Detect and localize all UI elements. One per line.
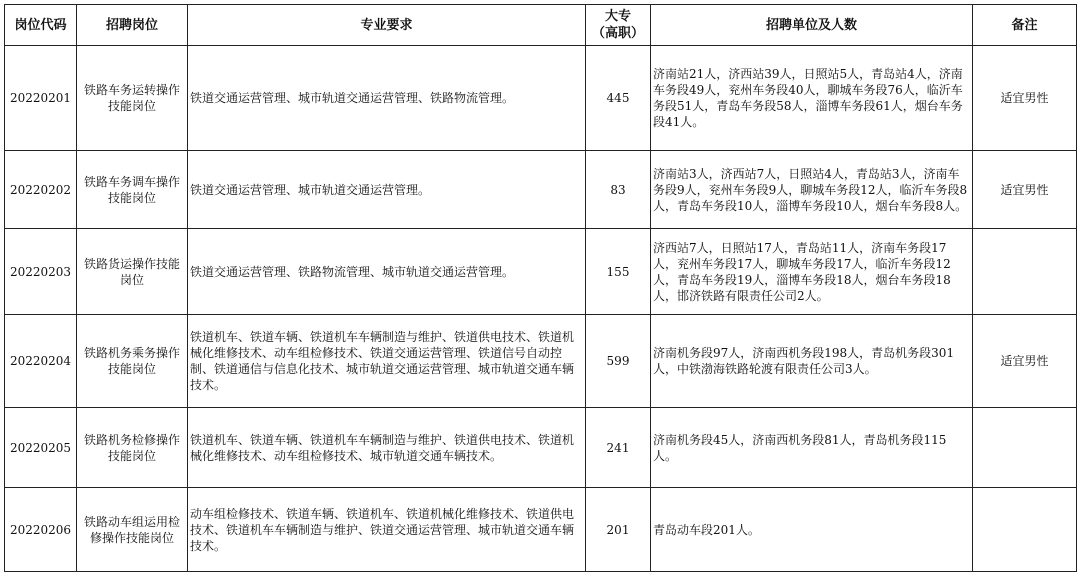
header-college bbox=[586, 5, 651, 46]
cell-major: 铁道交通运营管理、城市轨道交通运营管理、铁路物流管理。 bbox=[188, 46, 586, 151]
cell-position: 铁路车务调车操作技能岗位 bbox=[77, 151, 188, 229]
cell-count: 201 bbox=[586, 488, 651, 572]
cell-remark bbox=[973, 488, 1077, 572]
cell-count: 599 bbox=[586, 315, 651, 408]
cell-position: 铁路机务乘务操作技能岗位 bbox=[77, 315, 188, 408]
header-remark: 备注 bbox=[973, 5, 1077, 46]
cell-position: 铁路机务检修操作技能岗位 bbox=[77, 408, 188, 488]
header-major: 专业要求 bbox=[188, 5, 586, 46]
cell-units: 济南机务段45人，济南西机务段81人，青岛机务段115人。 bbox=[651, 408, 973, 488]
cell-position: 铁路动车组运用检修操作技能岗位 bbox=[77, 488, 188, 572]
cell-remark bbox=[973, 229, 1077, 315]
cell-remark: 适宜男性 bbox=[973, 151, 1077, 229]
cell-code: 20220202 bbox=[5, 151, 77, 229]
cell-major: 铁道交通运营管理、城市轨道交通运营管理。 bbox=[188, 151, 586, 229]
cell-units: 济南站3人，济西站7人，日照站4人，青岛站3人，济南车务段9人，兖州车务段9人，聊城车务段12人，临沂车务段8人，青岛车务段10人，淄博车务段10人，烟台车务段8人。 bbox=[651, 151, 973, 229]
cell-units: 济南站21人，济西站39人，日照站5人，青岛站4人，济南车务段49人，兖州车务段40人，聊城车务段76人，临沂车务段51人，青岛车务段58人，淄博车务段61人，烟台车务段41人。 bbox=[651, 46, 973, 151]
table-row bbox=[5, 408, 1077, 488]
cell-major: 铁道机车、铁道车辆、铁道机车车辆制造与维护、铁道供电技术、铁道机械化维修技术、动车组检修技术、铁道交通运营管理、铁道信号自动控制、铁道通信与信息化技术、城市轨道交通运营管理、城市轨道交通车辆技术。 bbox=[188, 315, 586, 408]
recruitment-table-page bbox=[4, 4, 1076, 581]
cell-position: 铁路车务运转操作技能岗位 bbox=[77, 46, 188, 151]
table-row bbox=[5, 229, 1077, 315]
table-row bbox=[5, 46, 1077, 151]
cell-code: 20220203 bbox=[5, 229, 77, 315]
table-row bbox=[5, 488, 1077, 572]
cell-count: 445 bbox=[586, 46, 651, 151]
cell-major: 动车组检修技术、铁道车辆、铁道机车、铁道机械化维修技术、铁道供电技术、铁道机车车辆制造与维护、铁道交通运营管理、城市轨道交通车辆技术。 bbox=[188, 488, 586, 572]
header-college-line1: 大专 bbox=[604, 9, 631, 24]
cell-remark: 适宜男性 bbox=[973, 46, 1077, 151]
cell-count: 83 bbox=[586, 151, 651, 229]
table-row bbox=[5, 151, 1077, 229]
cell-remark: 适宜男性 bbox=[973, 315, 1077, 408]
cell-position: 铁路货运操作技能岗位 bbox=[77, 229, 188, 315]
header-row bbox=[5, 5, 1077, 46]
cell-code: 20220205 bbox=[5, 408, 77, 488]
header-units: 招聘单位及人数 bbox=[651, 5, 973, 46]
cell-code: 20220206 bbox=[5, 488, 77, 572]
cell-units: 青岛动车段201人。 bbox=[651, 488, 973, 572]
cell-code: 20220204 bbox=[5, 315, 77, 408]
cell-units: 济南机务段97人，济南西机务段198人，青岛机务段301人，中铁渤海铁路轮渡有限责任公司3人。 bbox=[651, 315, 973, 408]
recruitment-table bbox=[4, 4, 1077, 572]
cell-count: 155 bbox=[586, 229, 651, 315]
cell-units: 济西站7人，日照站17人，青岛站11人，济南车务段17人，兖州车务段17人，聊城车务段17人，临沂车务段12人，青岛车务段19人，淄博车务段18人，烟台车务段18人，邯济铁路有限责任公司2人。 bbox=[651, 229, 973, 315]
cell-remark bbox=[973, 408, 1077, 488]
cell-code: 20220201 bbox=[5, 46, 77, 151]
header-code: 岗位代码 bbox=[5, 5, 77, 46]
table-row bbox=[5, 315, 1077, 408]
header-position: 招聘岗位 bbox=[77, 5, 188, 46]
cell-major: 铁道机车、铁道车辆、铁道机车车辆制造与维护、铁道供电技术、铁道机械化维修技术、动车组检修技术、城市轨道交通车辆技术。 bbox=[188, 408, 586, 488]
cell-major: 铁道交通运营管理、铁路物流管理、城市轨道交通运营管理。 bbox=[188, 229, 586, 315]
cell-count: 241 bbox=[586, 408, 651, 488]
header-college-line2: （高职） bbox=[591, 26, 644, 41]
